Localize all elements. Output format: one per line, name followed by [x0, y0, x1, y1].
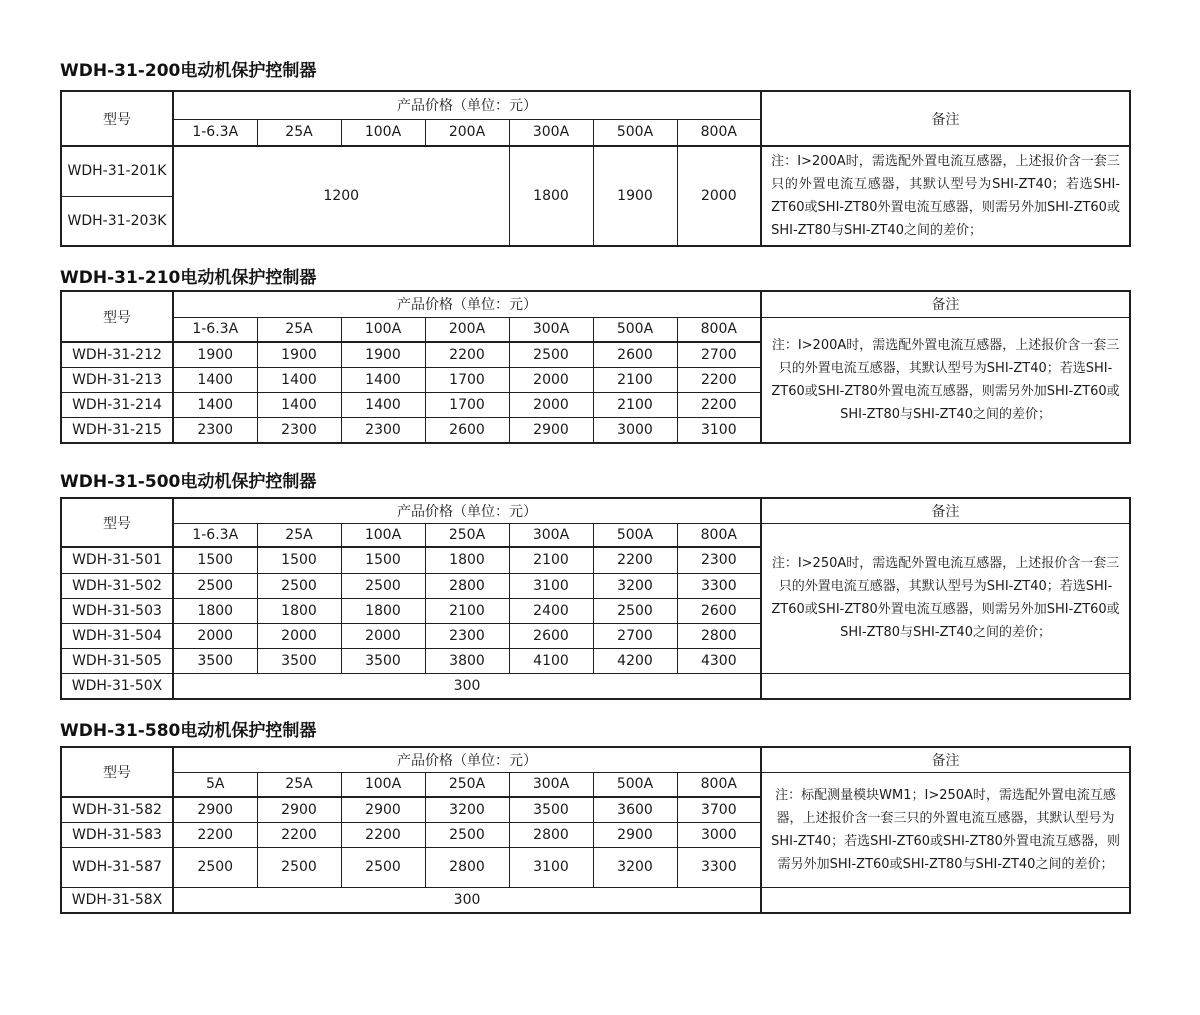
price-cell: 1400: [173, 367, 257, 392]
current-rating-header: 100A: [341, 119, 425, 146]
price-cell: 2200: [257, 822, 341, 847]
model-cell: WDH-31-203K: [61, 196, 173, 246]
price-group-header: 产品价格（单位：元）: [173, 291, 761, 317]
model-cell: WDH-31-582: [61, 797, 173, 822]
price-group-header: 产品价格（单位：元）: [173, 747, 761, 772]
current-rating-header: 5A: [173, 772, 257, 797]
price-cell: 2200: [677, 367, 761, 392]
price-cell: 1900: [173, 342, 257, 367]
current-rating-header: 25A: [257, 317, 341, 342]
price-cell: 2300: [425, 623, 509, 648]
price-cell-merged: 300: [173, 673, 761, 699]
price-cell: 2000: [341, 623, 425, 648]
price-cell: 2900: [593, 822, 677, 847]
title-wdh-31-500: WDH-31-500电动机保护控制器: [60, 472, 317, 492]
current-rating-header: 300A: [509, 772, 593, 797]
current-rating-header: 250A: [425, 523, 509, 547]
model-cell: WDH-31-587: [61, 847, 173, 887]
price-cell: 2000: [509, 392, 593, 417]
model-cell: WDH-31-583: [61, 822, 173, 847]
price-cell: 1900: [257, 342, 341, 367]
notes-column-header: 备注: [761, 91, 1130, 146]
model-cell: WDH-31-214: [61, 392, 173, 417]
price-cell: 2000: [257, 623, 341, 648]
price-cell: 1800: [257, 598, 341, 623]
model-cell: WDH-31-501: [61, 547, 173, 573]
price-cell: 2200: [341, 822, 425, 847]
price-cell: 2000: [173, 623, 257, 648]
price-table-wdh-31-500: [60, 497, 1131, 700]
current-rating-header: 25A: [257, 772, 341, 797]
current-rating-header: 100A: [341, 523, 425, 547]
price-table-wdh-31-200: [60, 90, 1131, 247]
price-cell: 4100: [509, 648, 593, 673]
price-cell: 2400: [509, 598, 593, 623]
price-group-header: 产品价格（单位：元）: [173, 91, 761, 119]
current-rating-header: 100A: [341, 317, 425, 342]
price-cell: 3500: [509, 797, 593, 822]
notes-empty-cell: [761, 673, 1130, 699]
price-cell: 4200: [593, 648, 677, 673]
current-rating-header: 300A: [509, 317, 593, 342]
current-rating-header: 100A: [341, 772, 425, 797]
current-rating-header: 300A: [509, 119, 593, 146]
current-rating-header: 1-6.3A: [173, 317, 257, 342]
price-cell: 2000: [509, 367, 593, 392]
model-cell: WDH-31-505: [61, 648, 173, 673]
price-cell: 2900: [257, 797, 341, 822]
price-cell: 2600: [593, 342, 677, 367]
title-wdh-31-580: WDH-31-580电动机保护控制器: [60, 721, 317, 741]
price-cell: 1400: [341, 367, 425, 392]
price-cell: 3100: [509, 573, 593, 598]
price-cell: 2900: [341, 797, 425, 822]
price-cell: 2900: [173, 797, 257, 822]
notes-cell: 注：I>250A时，需选配外置电流互感器，上述报价含一套三只的外置电流互感器，其默认型号为SHI-ZT40；若选SHI-ZT60或SHI-ZT80外置电流互感器，则需另外加SHI-ZT60或SHI-ZT80与SHI-ZT40之间的差价；: [761, 523, 1130, 673]
price-cell: 3800: [425, 648, 509, 673]
price-cell: 2000: [677, 146, 761, 246]
model-cell: WDH-31-215: [61, 417, 173, 443]
price-cell: 2700: [593, 623, 677, 648]
current-rating-header: 500A: [593, 317, 677, 342]
notes-column-header: 备注: [761, 291, 1130, 317]
price-cell: 4300: [677, 648, 761, 673]
notes-column-header: 备注: [761, 498, 1130, 523]
price-cell: 1800: [341, 598, 425, 623]
price-cell: 3000: [677, 822, 761, 847]
price-cell: 2500: [257, 847, 341, 887]
model-cell: WDH-31-58X: [61, 887, 173, 913]
title-wdh-31-210: WDH-31-210电动机保护控制器: [60, 268, 317, 288]
price-cell: 2300: [257, 417, 341, 443]
price-cell: 1900: [593, 146, 677, 246]
model-cell: WDH-31-212: [61, 342, 173, 367]
title-wdh-31-200: WDH-31-200电动机保护控制器: [60, 61, 317, 81]
price-cell: 2100: [425, 598, 509, 623]
price-cell: 2500: [173, 573, 257, 598]
price-cell: 1500: [341, 547, 425, 573]
price-cell: 2300: [173, 417, 257, 443]
price-cell: 3200: [593, 847, 677, 887]
price-cell: 1900: [341, 342, 425, 367]
current-rating-header: 25A: [257, 119, 341, 146]
price-cell: 2500: [173, 847, 257, 887]
current-rating-header: 200A: [425, 119, 509, 146]
current-rating-header: 800A: [677, 523, 761, 547]
model-cell: WDH-31-201K: [61, 146, 173, 196]
price-cell: 2500: [509, 342, 593, 367]
current-rating-header: 1-6.3A: [173, 523, 257, 547]
price-cell-merged: 1200: [173, 146, 509, 246]
price-cell: 1400: [341, 392, 425, 417]
price-cell: 2500: [593, 598, 677, 623]
price-cell: 1800: [173, 598, 257, 623]
price-cell: 3300: [677, 573, 761, 598]
price-cell: 3500: [341, 648, 425, 673]
notes-empty-cell: [761, 887, 1130, 913]
price-cell: 1400: [173, 392, 257, 417]
model-column-header: 型号: [61, 91, 173, 146]
price-cell: 1700: [425, 367, 509, 392]
price-table-wdh-31-580: [60, 746, 1131, 914]
price-cell: 2200: [173, 822, 257, 847]
current-rating-header: 250A: [425, 772, 509, 797]
current-rating-header: 300A: [509, 523, 593, 547]
price-cell: 1800: [509, 146, 593, 246]
price-cell: 3600: [593, 797, 677, 822]
price-cell: 3200: [425, 797, 509, 822]
model-cell: WDH-31-50X: [61, 673, 173, 699]
price-cell: 3500: [173, 648, 257, 673]
price-cell: 2500: [341, 847, 425, 887]
price-cell: 1800: [425, 547, 509, 573]
price-cell: 3700: [677, 797, 761, 822]
current-rating-header: 200A: [425, 317, 509, 342]
price-cell: 2500: [425, 822, 509, 847]
price-cell: 2600: [509, 623, 593, 648]
price-cell: 3100: [509, 847, 593, 887]
model-cell: WDH-31-503: [61, 598, 173, 623]
price-cell: 2200: [425, 342, 509, 367]
price-cell: 2600: [425, 417, 509, 443]
price-cell: 3300: [677, 847, 761, 887]
price-cell: 3100: [677, 417, 761, 443]
current-rating-header: 1-6.3A: [173, 119, 257, 146]
price-cell: 2600: [677, 598, 761, 623]
price-cell: 2200: [593, 547, 677, 573]
current-rating-header: 500A: [593, 119, 677, 146]
price-cell: 3500: [257, 648, 341, 673]
current-rating-header: 800A: [677, 119, 761, 146]
price-cell: 3200: [593, 573, 677, 598]
price-cell: 3000: [593, 417, 677, 443]
current-rating-header: 800A: [677, 317, 761, 342]
model-column-header: 型号: [61, 498, 173, 547]
current-rating-header: 500A: [593, 772, 677, 797]
price-cell: 2800: [677, 623, 761, 648]
price-cell: 1400: [257, 392, 341, 417]
price-cell: 1700: [425, 392, 509, 417]
price-cell: 2300: [677, 547, 761, 573]
price-table-wdh-31-210: [60, 290, 1131, 444]
price-cell: 2800: [509, 822, 593, 847]
model-column-header: 型号: [61, 291, 173, 342]
price-group-header: 产品价格（单位：元）: [173, 498, 761, 523]
price-cell: 2900: [509, 417, 593, 443]
price-cell: 2100: [593, 367, 677, 392]
current-rating-header: 500A: [593, 523, 677, 547]
model-column-header: 型号: [61, 747, 173, 797]
price-cell: 2500: [341, 573, 425, 598]
price-cell: 1400: [257, 367, 341, 392]
notes-cell: 注：I>200A时，需选配外置电流互感器，上述报价含一套三只的外置电流互感器，其默认型号为SHI-ZT40；若选SHI-ZT60或SHI-ZT80外置电流互感器，则需另外加SHI-ZT60或SHI-ZT80与SHI-ZT40之间的差价；: [761, 317, 1130, 443]
current-rating-header: 25A: [257, 523, 341, 547]
price-cell: 1500: [173, 547, 257, 573]
notes-cell: 注：标配测量模块WM1；I>250A时，需选配外置电流互感器，上述报价含一套三只的外置电流互感器，其默认型号为SHI-ZT40；若选SHI-ZT60或SHI-ZT80外置电流互感器，则需另外加SHI-ZT60或SHI-ZT80与SHI-ZT40之间的差价；: [761, 772, 1130, 887]
notes-column-header: 备注: [761, 747, 1130, 772]
model-cell: WDH-31-504: [61, 623, 173, 648]
price-cell: 2100: [593, 392, 677, 417]
price-cell: 2100: [509, 547, 593, 573]
price-cell: 2700: [677, 342, 761, 367]
model-cell: WDH-31-502: [61, 573, 173, 598]
price-cell: 1500: [257, 547, 341, 573]
model-cell: WDH-31-213: [61, 367, 173, 392]
price-cell: 2800: [425, 847, 509, 887]
price-cell-merged: 300: [173, 887, 761, 913]
price-cell: 2200: [677, 392, 761, 417]
price-cell: 2500: [257, 573, 341, 598]
price-cell: 2300: [341, 417, 425, 443]
notes-cell: 注：I>200A时，需选配外置电流互感器，上述报价含一套三只的外置电流互感器，其默认型号为SHI-ZT40；若选SHI-ZT60或SHI-ZT80外置电流互感器，则需另外加SHI-ZT60或SHI-ZT80与SHI-ZT40之间的差价；: [761, 146, 1130, 246]
price-cell: 2800: [425, 573, 509, 598]
current-rating-header: 800A: [677, 772, 761, 797]
